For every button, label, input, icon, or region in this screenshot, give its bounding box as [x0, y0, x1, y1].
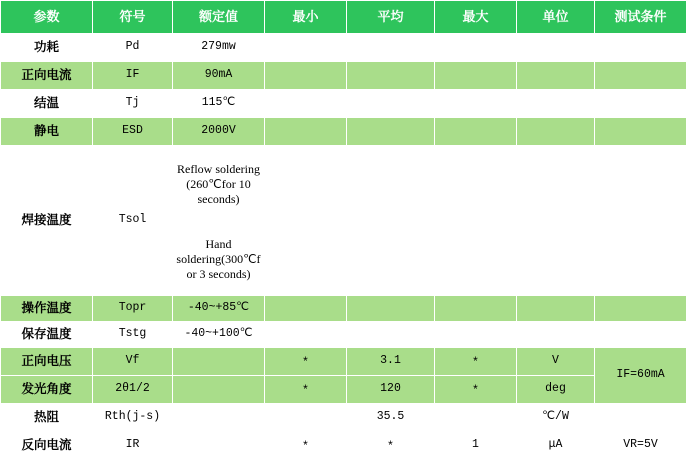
- row-label: 功耗: [1, 34, 93, 62]
- row-label: 热阻: [1, 404, 93, 432]
- row-typ: 120: [347, 376, 435, 404]
- column-header-min: 最小: [265, 1, 347, 34]
- row-symbol: Tsol: [93, 146, 173, 296]
- table-row: [1, 296, 686, 322]
- row-condition: [595, 62, 686, 90]
- row-condition: [595, 322, 686, 348]
- table-row: [1, 348, 686, 376]
- row-symbol: IF: [93, 62, 173, 90]
- row-label: 保存温度: [1, 322, 93, 348]
- row-typ: [347, 90, 435, 118]
- row-max: [435, 146, 517, 224]
- row-min: [265, 224, 347, 296]
- row-rating: -40~+100℃: [173, 322, 265, 348]
- row-condition: [595, 118, 686, 146]
- row-unit: [517, 224, 595, 296]
- row-condition: [595, 404, 686, 432]
- column-header-parameter: 参数: [1, 1, 93, 34]
- row-symbol: Tstg: [93, 322, 173, 348]
- row-unit: μA: [517, 432, 595, 460]
- row-condition: VR=5V: [595, 432, 686, 460]
- column-header-typ: 平均: [347, 1, 435, 34]
- row-max: *: [435, 348, 517, 376]
- row-max: [435, 34, 517, 62]
- row-min: *: [265, 348, 347, 376]
- row-label: 操作温度: [1, 296, 93, 322]
- table-row: [1, 62, 686, 90]
- row-unit: [517, 62, 595, 90]
- row-unit: [517, 296, 595, 322]
- table-row: [1, 146, 686, 224]
- column-header-rating: 额定值: [173, 1, 265, 34]
- row-condition: [595, 146, 686, 224]
- row-unit: [517, 90, 595, 118]
- table-row: [1, 34, 686, 62]
- table-row: [1, 90, 686, 118]
- column-header-max: 最大: [435, 1, 517, 34]
- row-max: [435, 296, 517, 322]
- row-rating: Hand soldering(300℃for 3 seconds): [173, 224, 265, 296]
- row-max: *: [435, 376, 517, 404]
- row-rating: 90mA: [173, 62, 265, 90]
- row-label: 焊接温度: [1, 146, 93, 296]
- row-label: 发光角度: [1, 376, 93, 404]
- row-rating: 115℃: [173, 90, 265, 118]
- row-symbol: 2θ1/2: [93, 376, 173, 404]
- column-header-test-condition: 测试条件: [595, 1, 686, 34]
- row-max: [435, 118, 517, 146]
- row-condition: IF=60mA: [595, 348, 686, 404]
- row-max: [435, 404, 517, 432]
- row-min: [265, 34, 347, 62]
- row-unit: ℃/W: [517, 404, 595, 432]
- row-unit: [517, 118, 595, 146]
- row-unit: deg: [517, 376, 595, 404]
- row-label: 正向电流: [1, 62, 93, 90]
- row-typ: [347, 62, 435, 90]
- row-typ: [347, 34, 435, 62]
- row-typ: [347, 118, 435, 146]
- row-typ: [347, 146, 435, 224]
- row-symbol: Tj: [93, 90, 173, 118]
- row-symbol: Rth(j-s): [93, 404, 173, 432]
- table-header-row: [1, 1, 686, 34]
- row-label: 反向电流: [1, 432, 93, 460]
- row-symbol: IR: [93, 432, 173, 460]
- row-condition: [595, 296, 686, 322]
- row-min: [265, 296, 347, 322]
- row-symbol: ESD: [93, 118, 173, 146]
- row-max: [435, 62, 517, 90]
- row-min: [265, 322, 347, 348]
- row-condition: [595, 224, 686, 296]
- row-label: 结温: [1, 90, 93, 118]
- column-header-symbol: 符号: [93, 1, 173, 34]
- row-condition: [595, 34, 686, 62]
- row-symbol: Pd: [93, 34, 173, 62]
- column-header-unit: 单位: [517, 1, 595, 34]
- row-rating: Reflow soldering (260℃for 10 seconds): [173, 146, 265, 224]
- table-row: [1, 322, 686, 348]
- row-rating: 2000V: [173, 118, 265, 146]
- row-max: [435, 90, 517, 118]
- row-unit: [517, 322, 595, 348]
- row-rating: [173, 376, 265, 404]
- row-min: [265, 118, 347, 146]
- table-row: [1, 118, 686, 146]
- row-typ: 35.5: [347, 404, 435, 432]
- row-max: 1: [435, 432, 517, 460]
- row-min: [265, 62, 347, 90]
- row-typ: *: [347, 432, 435, 460]
- row-condition: [595, 90, 686, 118]
- table-row: [1, 404, 686, 432]
- table-row: [1, 432, 686, 460]
- row-label: 正向电压: [1, 348, 93, 376]
- row-rating: [173, 404, 265, 432]
- row-unit: [517, 146, 595, 224]
- row-min: [265, 90, 347, 118]
- row-max: [435, 224, 517, 296]
- row-typ: [347, 296, 435, 322]
- row-rating: 279mw: [173, 34, 265, 62]
- row-unit: V: [517, 348, 595, 376]
- row-typ: 3.1: [347, 348, 435, 376]
- row-symbol: Topr: [93, 296, 173, 322]
- row-rating: -40~+85℃: [173, 296, 265, 322]
- row-min: [265, 404, 347, 432]
- row-rating: [173, 432, 265, 460]
- row-rating: [173, 348, 265, 376]
- row-unit: [517, 34, 595, 62]
- row-typ: [347, 322, 435, 348]
- table-row: [1, 376, 686, 404]
- row-max: [435, 322, 517, 348]
- row-typ: [347, 224, 435, 296]
- row-min: [265, 146, 347, 224]
- row-min: *: [265, 376, 347, 404]
- row-min: *: [265, 432, 347, 460]
- row-symbol: Vf: [93, 348, 173, 376]
- row-label: 静电: [1, 118, 93, 146]
